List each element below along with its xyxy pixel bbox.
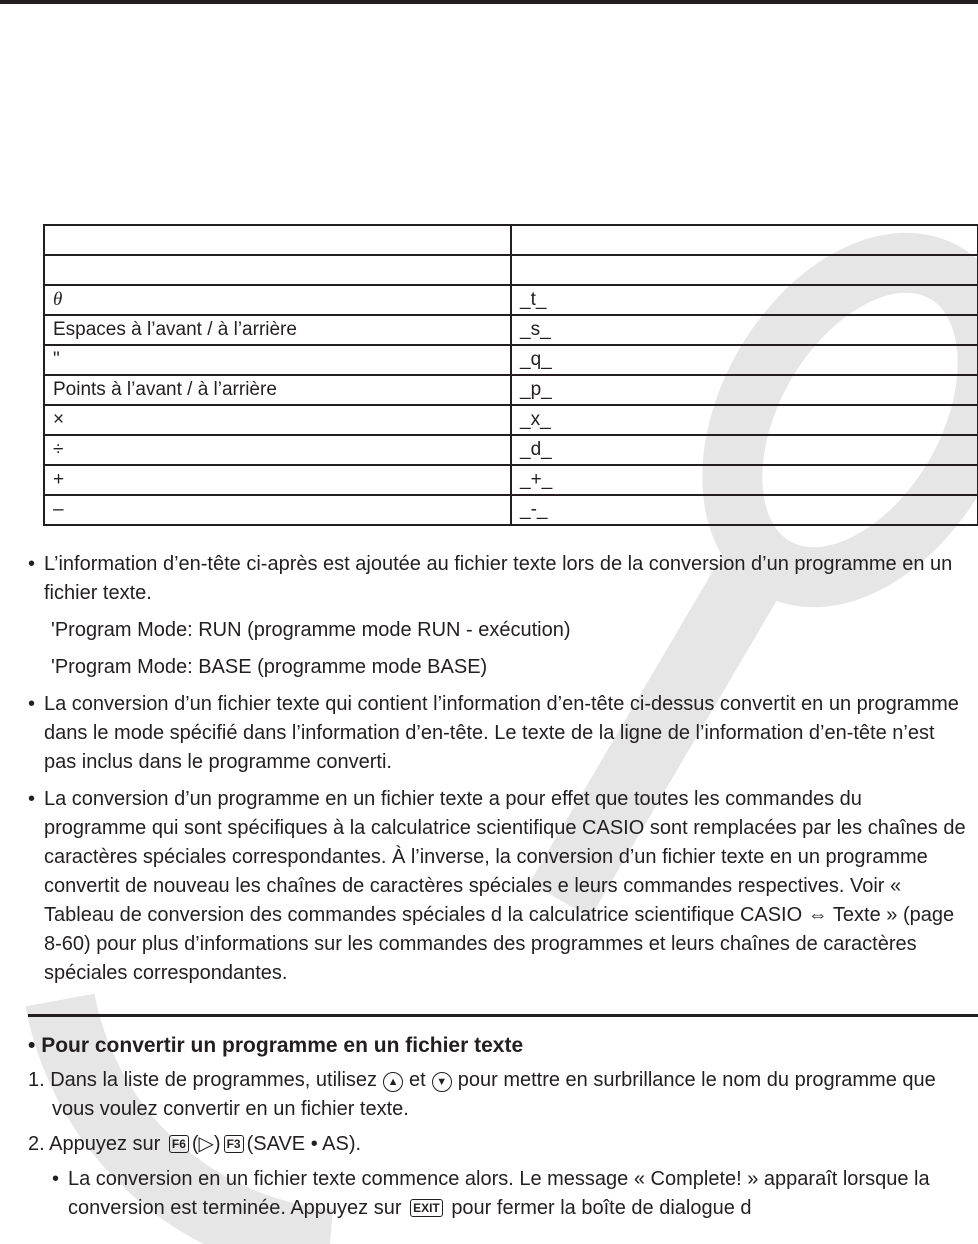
note-text: pour fermer la boîte de dialogue d: [451, 1197, 752, 1219]
step-text: (▷): [191, 1133, 221, 1155]
table-row: [44, 345, 978, 375]
character-cell: –: [44, 495, 511, 525]
step-1: [28, 1066, 968, 1124]
section-divider: [28, 1014, 978, 1017]
header-line-run: 'Program Mode: RUN (programme mode RUN - exécution): [51, 619, 571, 641]
step-2-note: • La conversion en un fichier texte commence alors. Le message « Complete! » apparaît lorsque la conversion est terminée. Appuyez sur EXIT pour fermer la boîte de dialogue d: [52, 1168, 930, 1219]
step-text: et: [409, 1069, 426, 1091]
bullet-command-conversion: • La conversion d’un programme en un fichier texte a pour effet que toutes les commandes du programme qui sont spécifiques à la calculatrice scientifique CASIO sont remplacées par les chaînes de caractères spéciales correspondantes. À l’inverse, la conversion d’un fichier texte en un programme convertit de nouveau les chaînes de caractères spéciales e leurs commandes respectives. Voir « Tableau de conversion des commandes spéciales d la calculatrice scientifique CASIO ⇔ Texte » (page 8-60) pour plus d’informations sur les commandes des programmes et leurs chaînes de caractères spéciales correspondantes.: [28, 785, 968, 988]
step-text: pour mettre en surbrillance le nom du programme que vous voulez convertir en un fichier texte.: [52, 1069, 936, 1120]
character-cell: Espaces à l’avant / à l’arrière: [44, 315, 511, 345]
table-row: [44, 255, 978, 285]
conversion-table: [43, 224, 978, 526]
table-row: [44, 405, 978, 435]
bullet-text: La conversion d’un programme en un fichier texte a pour effet que toutes les commandes du programme qui sont spécifiques à la calculatrice scientifique CASIO sont remplacées par les chaînes de caractères spéciales correspondantes. À l’inverse, la conversion d’un fichier texte en un programme convertit de nouveau les chaînes de caractères spéciales e leurs commandes respectives. Voir « Tableau de conversion des commandes spéciales d la calculatrice scientifique CASIO ⇔ Texte » (page 8-60) pour plus d’informations sur les commandes des programmes et leurs chaînes de caractères spéciales correspondantes.: [44, 788, 966, 984]
special-string-cell: _d_: [511, 435, 978, 465]
table-row: [44, 495, 978, 525]
character-cell: ": [44, 345, 511, 375]
heading-text: Pour convertir un programme en un fichier texte: [41, 1034, 524, 1057]
special-string-cell: _p_: [511, 375, 978, 405]
bullet-text: L’information d’en-tête ci-après est ajoutée au fichier texte lors de la conversion d’un programme en un fichier texte.: [44, 553, 953, 604]
special-string-cell: [511, 225, 978, 255]
bullet-text: La conversion d’un fichier texte qui contient l’information d’en-tête ci-dessus convertit en un programme dans le mode spécifié dans l’information d’en-tête. Le texte de la ligne de l’information d’en-tête n’est pas inclus dans le programme converti.: [44, 693, 959, 773]
f3-key-icon: F3: [224, 1135, 244, 1153]
step-2: [28, 1130, 968, 1159]
character-cell: ÷: [44, 435, 511, 465]
character-cell: [44, 255, 511, 285]
special-string-cell: _q_: [511, 345, 978, 375]
table-row: [44, 465, 978, 495]
table-row: [44, 375, 978, 405]
table-row: [44, 435, 978, 465]
special-string-cell: _+_: [511, 465, 978, 495]
f6-key-icon: F6: [169, 1135, 189, 1153]
step-text: 2. Appuyez sur: [28, 1133, 161, 1155]
section-heading: • Pour convertir un programme en un fichier texte: [28, 1034, 524, 1057]
step-text: (SAVE • AS).: [246, 1133, 362, 1155]
character-cell: ×: [44, 405, 511, 435]
character-cell: Points à l’avant / à l’arrière: [44, 375, 511, 405]
down-arrow-key-icon: ▼: [432, 1072, 452, 1092]
character-cell: θ: [44, 285, 511, 315]
special-string-cell: _x_: [511, 405, 978, 435]
table-row: [44, 315, 978, 345]
special-string-cell: _t_: [511, 285, 978, 315]
up-arrow-key-icon: ▲: [383, 1072, 403, 1092]
character-cell: [44, 225, 511, 255]
special-string-cell: [511, 255, 978, 285]
header-line-base: 'Program Mode: BASE (programme mode BASE): [51, 656, 488, 678]
special-string-cell: _-_: [511, 495, 978, 525]
character-cell: +: [44, 465, 511, 495]
table-row: [44, 225, 978, 255]
note-text: La conversion en un fichier texte commence alors. Le message « Complete! » apparaît lorsque la conversion est terminée. Appuyez sur: [68, 1168, 930, 1219]
bullet-header-conversion: • La conversion d’un fichier texte qui contient l’information d’en-tête ci-dessus convertit en un programme dans le mode spécifié dans l’information d’en-tête. Le texte de la ligne de l’information d’en-tête n’est pas inclus dans le programme converti.: [28, 690, 968, 777]
table-row: [44, 285, 978, 315]
step-text: 1. Dans la liste de programmes, utilisez: [28, 1069, 378, 1091]
special-string-cell: _s_: [511, 315, 978, 345]
exit-key-icon: EXIT: [410, 1199, 443, 1217]
bullet-header-info: • L’information d’en-tête ci-après est ajoutée au fichier texte lors de la conversion d’un programme en un fichier texte.: [28, 550, 968, 608]
